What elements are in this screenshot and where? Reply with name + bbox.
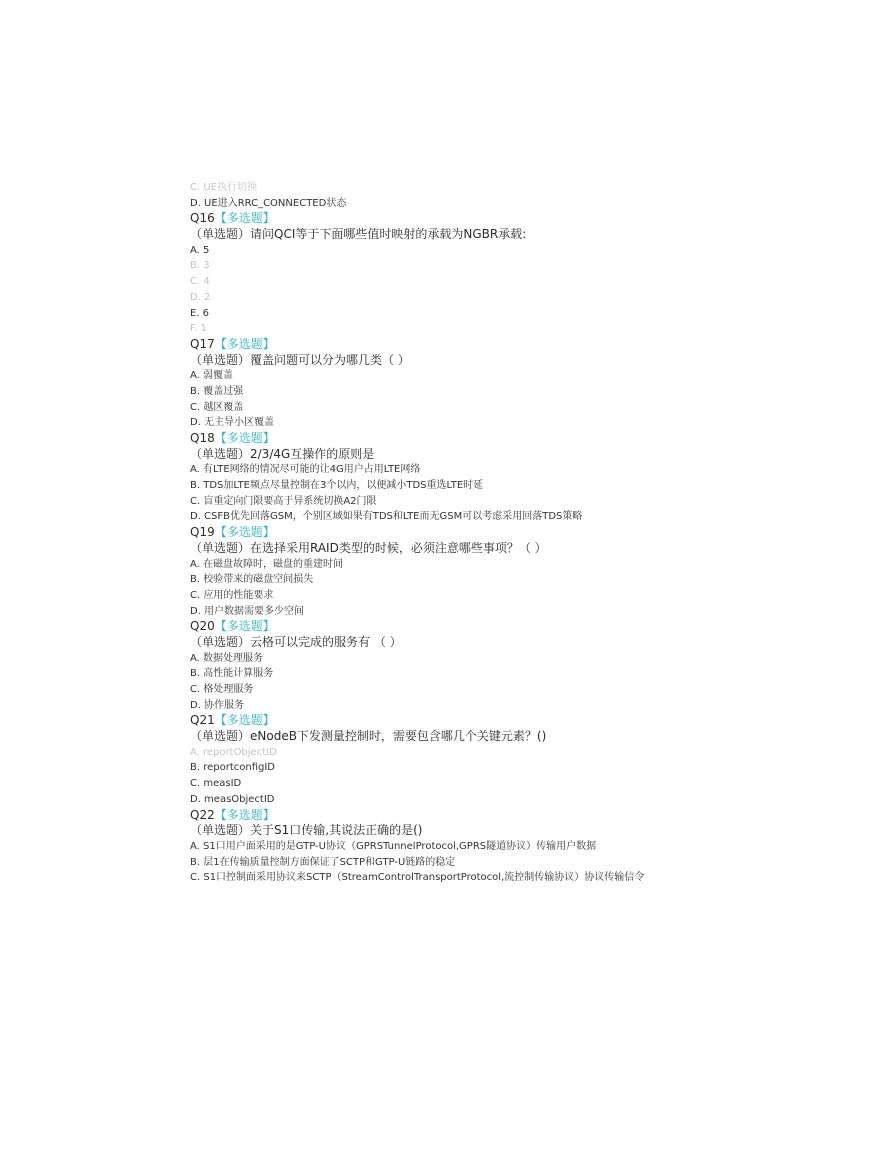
answer-option: B. 层1在传输质量控制方面保证了SCTP和GTP-U链路的稳定 [190, 856, 456, 868]
question-header [190, 713, 880, 729]
question-type-tag: 【多选题】 [214, 336, 275, 351]
question-stem: （单选题）关于S1口传输,其说法正确的是() [190, 823, 423, 838]
answer-option: C. 盲重定向门限要高于异系统切换A2门限 [190, 495, 377, 507]
answer-option-dimmed: F. 1 [190, 323, 207, 335]
question-type-tag: 【多选题】 [214, 619, 275, 634]
answer-option: A. 5 [190, 244, 210, 256]
answer-option: E. 6 [190, 307, 210, 319]
answer-option: D. CSFB优先回落GSM，个别区域如果有TDS和LTE而无GSM可以考虑采用回落TDS策略 [190, 511, 583, 523]
answer-option: A. 弱覆盖 [190, 370, 234, 382]
answer-option: C. 应用的性能要求 [190, 589, 274, 601]
answer-option-dimmed: C. 4 [190, 276, 210, 288]
answer-option: B. reportconfigID [190, 762, 276, 774]
question-header [190, 619, 880, 635]
question-number: Q20 [190, 619, 215, 634]
question-header [190, 808, 880, 824]
answer-option: B. TDS加LTE频点尽量控制在3个以内，以便减小TDS重选LTE时延 [190, 480, 484, 492]
question-stem: （单选题）eNodeB下发测量控制时，需要包含哪几个关键元素？() [190, 729, 547, 744]
answer-option: A. S1口用户面采用的是GTP-U协议（GPRSTunnelProtocol,GPRS隧道协议）传输用户数据 [190, 840, 597, 852]
question-number: Q19 [190, 525, 215, 540]
answer-option-dimmed: D. 2 [190, 291, 211, 303]
question-stem: （单选题）请问QCI等于下面哪些值时映射的承载为NGBR承载: [190, 227, 527, 242]
question-number: Q18 [190, 431, 215, 445]
answer-option-dimmed: B. 3 [190, 260, 210, 272]
question-type-tag: 【多选题】 [214, 713, 275, 728]
question-header [190, 211, 880, 227]
answer-option-dimmed: A. reportObjectID [190, 746, 277, 758]
answer-option: C. 格处理服务 [190, 684, 254, 695]
answer-option: C. measID [190, 778, 242, 790]
question-stem: （单选题）云格可以完成的服务有 （ ） [190, 634, 402, 649]
question-type-tag: 【多选题】 [214, 431, 275, 445]
answer-option: B. 校验带来的磁盘空间损失 [190, 574, 314, 586]
quiz-document [190, 180, 880, 886]
answer-option: A. 有LTE网络的情况尽可能的让4G用户占用LTE网络 [190, 464, 421, 476]
answer-option: D. 无主导小区覆盖 [190, 417, 275, 429]
answer-option: D. measObjectID [190, 793, 275, 805]
answer-option: C. S1口控制面采用协议来SCTP（StreamControlTransportProtocol,流控制传输协议）协议传输信令 [190, 872, 645, 884]
answer-option: D. 用户数据需要多少空间 [190, 605, 305, 617]
question-type-tag: 【多选题】 [214, 525, 275, 540]
question-type-tag: 【多选题】 [214, 211, 275, 226]
question-header [190, 337, 880, 353]
question-number: Q22 [190, 807, 215, 822]
question-stem: （单选题）覆盖问题可以分为哪几类（ ） [190, 352, 410, 367]
answer-option: D. UE进入RRC_CONNECTED状态 [190, 197, 347, 209]
answer-option: C. 越区覆盖 [190, 401, 244, 413]
question-type-tag: 【多选题】 [214, 807, 275, 822]
answer-option-dimmed: C. UE执行切换 [190, 182, 257, 193]
answer-option: D. 协作服务 [190, 699, 245, 711]
answer-option: B. 覆盖过强 [190, 385, 244, 397]
question-stem: （单选题）2/3/4G互操作的原则是 [190, 446, 375, 461]
question-number: Q21 [190, 713, 215, 728]
answer-option: A. 在磁盘故障时，磁盘的重建时间 [190, 558, 344, 570]
question-stem: （单选题）在选择采用RAID类型的时候，必须注意哪些事项？（ ） [190, 540, 547, 555]
answer-option: A. 数据处理服务 [190, 652, 264, 664]
question-number: Q17 [190, 336, 215, 351]
question-header [190, 525, 880, 541]
question-header [190, 431, 880, 447]
question-number: Q16 [190, 211, 215, 226]
answer-option: B. 高性能计算服务 [190, 668, 274, 680]
